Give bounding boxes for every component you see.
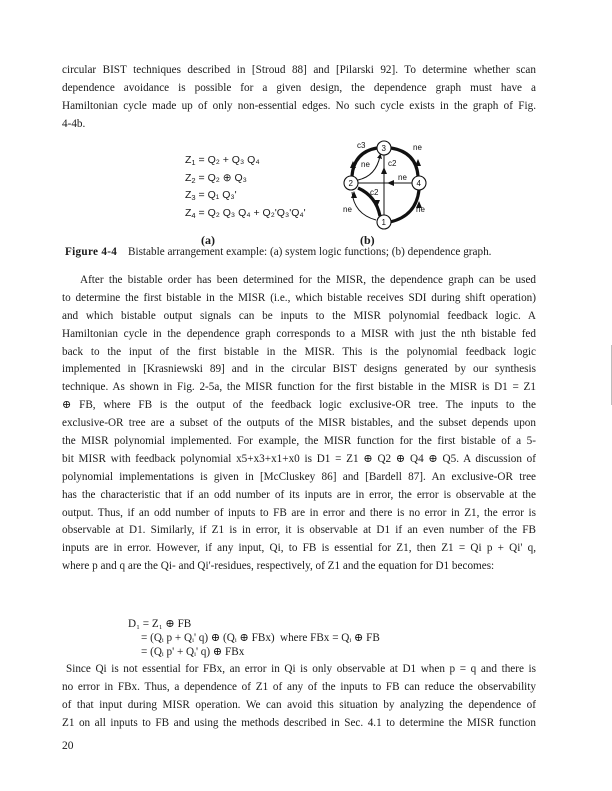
equation-z1: $Z_1 = Q_2 + Q_3$ Q₄ [185,154,260,167]
edge-label: c2 [370,188,379,197]
svg-text:2: 2 [348,179,353,188]
text-line: circular BIST techniques described in [Stroud 88] and [Pilarski 92]. To determine whether scan [62,64,536,76]
equation-z2: $Z_2 = Q_2$ ⊕ Q₃ [185,171,247,185]
text-line: inputs are in error. However, if any input, Qi, to FB is essential for Z1, then Z1 = Qi p + Qi' q, [62,542,536,555]
equation-line-1: D₁ = Z₁ ⊕ FB [128,618,192,630]
text-line: Z1 on all inputs to FB and using the methods described in Sec. 4.1 to determine the MISR function [62,716,536,729]
edge-1-4-ne [390,190,419,222]
caption-text: Bistable arrangement example: (a) system logic functions; (b) dependence graph. [128,246,492,258]
dependence-graph [330,138,440,234]
graph-node-3 [377,141,391,155]
edge-label: ne [413,143,422,152]
svg-text:1: 1 [381,218,386,227]
text-line: ⊕ FB, where FB is the output of the feedback logic exclusive-OR tree. The inputs to the [62,399,536,412]
edge-label: c3 [357,141,366,150]
svg-text:4: 4 [416,179,421,188]
text-line: exclusive-OR tree are a subset of the outputs of the MISR bistables, and the subset depends upon [62,417,536,430]
text-line: no error in FBx. Thus, a dependence of Z1 of any of the inputs to FB can reduce the observability [62,680,536,693]
text-line: and which bistable output signals can be inputs to the MISR polynomial feedback logic. A [62,309,536,322]
equation-line-3: = (Qᵢ p' + Qᵢ' q) ⊕ FBx [141,646,245,658]
text-line: Hamiltonian cycle in the dependence graph corresponds to a MISR with just the nth bistable fed [62,327,536,340]
body-paragraph-1 [62,272,536,576]
text-line: observable at D1. Similarly, if Z1 is in error, it is observable at D1 if an even number of the FB [62,524,536,537]
text-line: output. Thus, if an odd number of inputs to FB are in error and there is no error in Z1, the error is [62,506,536,519]
text-line: After the bistable order has been determined for the MISR, the dependence graph can be used [80,274,536,286]
subfigure-label-b: (b) [360,233,375,247]
logic-equations [185,154,306,224]
graph-node-4 [412,176,426,190]
arrowhead [381,167,387,174]
edge-label: ne [343,205,352,214]
text-line: dependence avoidance is possible for a given design, the dependence graph must have a [62,81,536,94]
equation-line-2: = (Qᵢ p + Qᵢ' q) ⊕ (Qᵢ ⊕ FBx) where FBx = Qᵢ ⊕ FB [141,632,380,644]
subfigure-label-a: (a) [201,233,215,247]
edge-label: ne [361,160,370,169]
intro-paragraph [62,62,536,134]
text-line: 4-4b. [62,117,86,130]
text-line: where p and q are the Qi- and Qi'-residues, respectively, of Z1 and the equation for D1 becomes: [62,560,495,573]
text-line: implemented in [Krasniewski 89] and in the circular BIST designs generated by our synthesis [62,363,536,376]
edge-label: ne [416,205,425,214]
edge-label: ne [398,173,407,182]
edge-label: c2 [388,159,397,168]
text-line: of that input during MISR operation. We can avoid this situation by analyzing the dependence of [62,698,536,711]
svg-text:3: 3 [381,144,386,153]
display-equation [128,617,380,659]
page-number: 20 [62,740,74,752]
text-line: polynomial implementations is given in [McCluskey 86] and [Bardell 87]. An exclusive-OR tree [62,470,536,483]
text-line: has the characteristic that if an odd number of its inputs are in error, the error is observable at the [62,488,536,501]
graph-node-1 [377,215,391,229]
equation-z3: $Z_3 = Q_1$ Q₃' [185,189,237,202]
graph-node-2 [344,176,358,190]
figure-number: Figure 4-4 [65,246,118,258]
figure-caption [65,246,491,258]
arrowhead [387,180,394,186]
text-line: bit MISR with feedback polynomial x5+x3+x1+x0 is D1 = Z1 ⊕ Q2 ⊕ Q4 ⊕ Q5. A discussion of [62,452,536,465]
equation-z4: $Z_4 = Q_2$ Q₃ Q₄ + Q₂'Q₃'Q₄' [185,206,306,220]
text-line: the MISR polynomial implemented. For example, the MISR function for the first bistable of a 5- [62,435,536,448]
text-line: to determine the first bistable in the MISR (i.e., which bistable receives SDI during shift operation) [62,291,536,304]
text-line: Hamiltonian cycle made up of only non-essential edges. No such cycle exists in the graph of Fig. [62,99,536,112]
text-line: Since Qi is not essential for FBx, an error in Qi is only observable at D1 when p = q and there is [66,663,536,675]
text-line: back to the input of the first bistable in the MISR. This is the polynomial feedback logic [62,345,536,358]
equation-note: where FBx = Qᵢ ⊕ FB [280,632,380,644]
body-paragraph-2 [62,661,536,733]
text-line: technique. As shown in Fig. 2-5a, the MISR function for the first bistable in the MISR is D1 = Z1 [62,381,536,394]
